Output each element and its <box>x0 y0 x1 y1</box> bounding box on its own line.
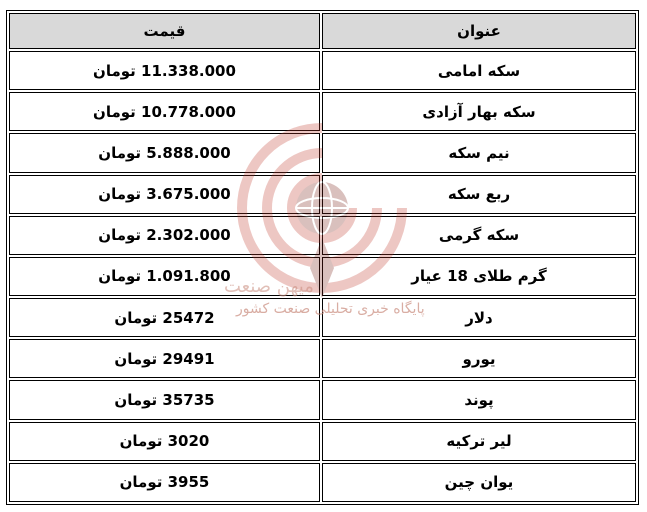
table-row <box>9 380 636 419</box>
row-price: 3020 تومان <box>9 422 320 461</box>
header-title: عنوان <box>322 13 636 49</box>
price-table-container <box>6 10 633 505</box>
row-price: 29491 تومان <box>9 339 320 378</box>
row-title: ربع سکه <box>322 175 636 214</box>
row-title: سکه گرمی <box>322 216 636 255</box>
row-price: 2.302.000 تومان <box>9 216 320 255</box>
table-row <box>9 92 636 131</box>
table-row <box>9 133 636 172</box>
table-row <box>9 216 636 255</box>
watermark-brand-text: میهن صنعت <box>224 276 314 297</box>
row-price: 10.778.000 تومان <box>9 92 320 131</box>
table-header-row <box>9 13 636 49</box>
table-row <box>9 257 636 296</box>
row-title: نیم سکه <box>322 133 636 172</box>
row-title: سکه بهار آزادی <box>322 92 636 131</box>
table-row <box>9 51 636 90</box>
row-price: 5.888.000 تومان <box>9 133 320 172</box>
row-title: لیر ترکیه <box>322 422 636 461</box>
row-price: 3955 تومان <box>9 463 320 502</box>
table-row <box>9 422 636 461</box>
row-title: یوان چین <box>322 463 636 502</box>
row-price: 11.338.000 تومان <box>9 51 320 90</box>
table-row <box>9 339 636 378</box>
watermark-subtitle-text: پایگاه خبری تحلیلی صنعت کشور <box>236 301 425 317</box>
row-price: 25472 تومان <box>9 298 320 337</box>
header-price: قیمت <box>9 13 320 49</box>
row-title: پوند <box>322 380 636 419</box>
table-row <box>9 463 636 502</box>
table-row <box>9 298 636 337</box>
row-title: گرم طلای 18 عیار <box>322 257 636 296</box>
row-title: سکه امامی <box>322 51 636 90</box>
table-row <box>9 175 636 214</box>
row-price: 1.091.800 تومان <box>9 257 320 296</box>
row-price: 35735 تومان <box>9 380 320 419</box>
row-title: دلار <box>322 298 636 337</box>
row-title: یورو <box>322 339 636 378</box>
price-table <box>6 10 639 505</box>
row-price: 3.675.000 تومان <box>9 175 320 214</box>
